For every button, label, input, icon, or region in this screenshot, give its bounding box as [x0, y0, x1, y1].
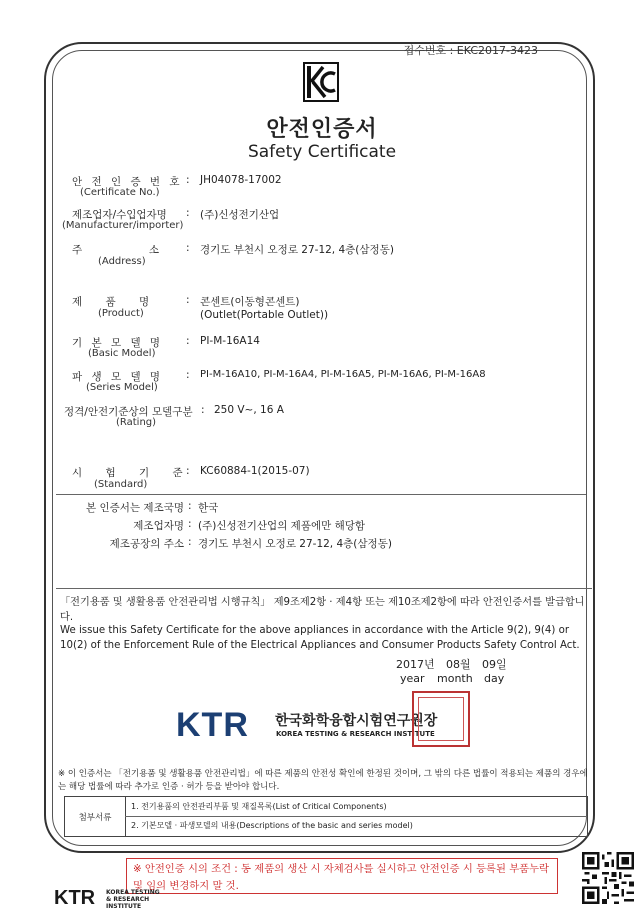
footer-ktr-logo: KTR: [54, 887, 96, 909]
official-seal-stamp: [412, 691, 470, 747]
field-separator: :: [186, 174, 190, 186]
date-year: 2017년: [396, 658, 435, 671]
attachment-item: 1. 전기용품의 안전관리부품 및 재질목록(List of Critical Components): [131, 802, 387, 811]
field-label-en: (Product): [98, 308, 144, 319]
issuer-label: 본 인증서는 제조국명: [86, 502, 184, 514]
attachments-header: 첨부서류: [65, 797, 126, 836]
field-separator: :: [186, 465, 190, 477]
field-label: 시 험 기 준: [72, 467, 183, 479]
issuer-label: 제조업자명: [133, 520, 184, 532]
field-separator: :: [186, 369, 190, 381]
issuer-value: (주)신성전기산업의 제품에만 해당함: [198, 520, 366, 532]
qr-code-icon: [582, 852, 634, 904]
field-value: (주)신성전기산업: [200, 209, 280, 221]
field-separator: :: [186, 242, 190, 254]
field-value: KC60884-1(2015-07): [200, 465, 310, 477]
divider: [56, 494, 586, 495]
issuer-org-name-en: KOREA TESTING & RESEARCH INSTITUTE: [276, 730, 435, 738]
field-separator: :: [186, 207, 190, 219]
ktr-logo: KTR: [176, 706, 249, 744]
date-year-en: year: [400, 672, 425, 685]
field-value: 경기도 부천시 오정로 27-12, 4층(삼정동): [200, 244, 394, 256]
field-label-en: (Series Model): [86, 382, 158, 393]
date-month: 08월: [446, 658, 471, 671]
field-label: 제 품 명: [72, 296, 150, 308]
title-english: Safety Certificate: [247, 142, 397, 162]
field-label: 파 생 모 델 명: [72, 371, 164, 383]
seal-inner-border: [418, 697, 464, 741]
field-label-en: (Certificate No.): [80, 187, 160, 198]
field-label-en: (Address): [98, 256, 146, 267]
field-label: 기 본 모 델 명: [72, 337, 164, 349]
warning-conditions-box: ※ 안전인증 시의 조건 : 동 제품의 생산 시 자체검사를 실시하고 안전인증 시 등록된 부품누락 및 임의 변경하지 말 것.: [126, 858, 558, 894]
divider: [56, 588, 592, 589]
field-label: 안 전 인 증 번 호: [72, 176, 183, 188]
field-label: 정격/안전기준상의 모델구분: [64, 406, 193, 418]
field-value: PI-M-16A10, PI-M-16A4, PI-M-16A5, PI-M-16A6, PI-M-16A8: [200, 369, 486, 380]
field-label: 제조업자/수입업자명: [72, 209, 167, 221]
field-value: 250 V~, 16 A: [214, 404, 284, 416]
legal-note: ※ 이 인증서는 「전기용품 및 생활용품 안전관리법」에 따른 제품의 안전성 확인에 한정된 것이며, 그 밖의 다른 법률이 적용되는 제품의 경우에는 해당 법률에 따라 추가로 인증 · 허가 등을 받아야 합니다.: [58, 769, 588, 792]
issuer-org-name-ko: 한국화학융합시험연구원장: [275, 713, 438, 729]
receipt-number: 접수번호 : EKC2017-3423: [403, 44, 538, 57]
statement-korean: 「전기용품 및 생활용품 안전관리법 시행규칙」 제9조제2항 · 제4항 또는 제10조제2항에 따라 안전인증서를 발급합니다.: [60, 597, 585, 623]
field-label-en: (Rating): [116, 417, 157, 428]
issuer-separator: :: [188, 518, 192, 530]
field-separator: :: [186, 335, 190, 347]
footer-org-name: KOREA TESTING & RESEARCH INSTITUTE: [106, 889, 160, 910]
issuer-separator: :: [188, 500, 192, 512]
attachments-table: [64, 796, 588, 837]
attachment-item: 2. 기본모델 · 파생모델의 내용(Descriptions of the basic and series model): [131, 821, 413, 830]
date-day-en: day: [484, 672, 505, 685]
field-label-en: (Manufacturer/importer): [62, 220, 184, 231]
issuer-value: 한국: [198, 502, 219, 514]
field-value: PI-M-16A14: [200, 335, 260, 347]
field-value: 콘센트(이동형콘센트): [200, 296, 300, 308]
attachments-row-divider: [125, 816, 587, 817]
field-label-en: (Basic Model): [88, 348, 156, 359]
issuer-label: 제조공장의 주소: [109, 538, 184, 550]
field-value: JH04078-17002: [200, 174, 282, 186]
date-day: 09일: [482, 658, 507, 671]
field-value-en: (Outlet(Portable Outlet)): [200, 309, 329, 321]
field-separator: :: [201, 404, 205, 416]
field-separator: :: [186, 294, 190, 306]
date-month-en: month: [437, 672, 473, 685]
issuer-value: 경기도 부천시 오정로 27-12, 4층(삼정동): [198, 538, 392, 550]
kc-mark-icon: [303, 62, 339, 102]
title-korean: 안전인증서: [266, 117, 378, 142]
statement-english: We issue this Safety Certificate for the above appliances in accordance with the Article 9(2), 9(4) or 10(2) of the Enforcement Rule of the Electrical Appliances and Consumer Products Safety Control Act.: [60, 625, 580, 651]
field-label-en: (Standard): [94, 479, 148, 490]
field-label: 주 소: [72, 244, 160, 256]
issuer-separator: :: [188, 536, 192, 548]
